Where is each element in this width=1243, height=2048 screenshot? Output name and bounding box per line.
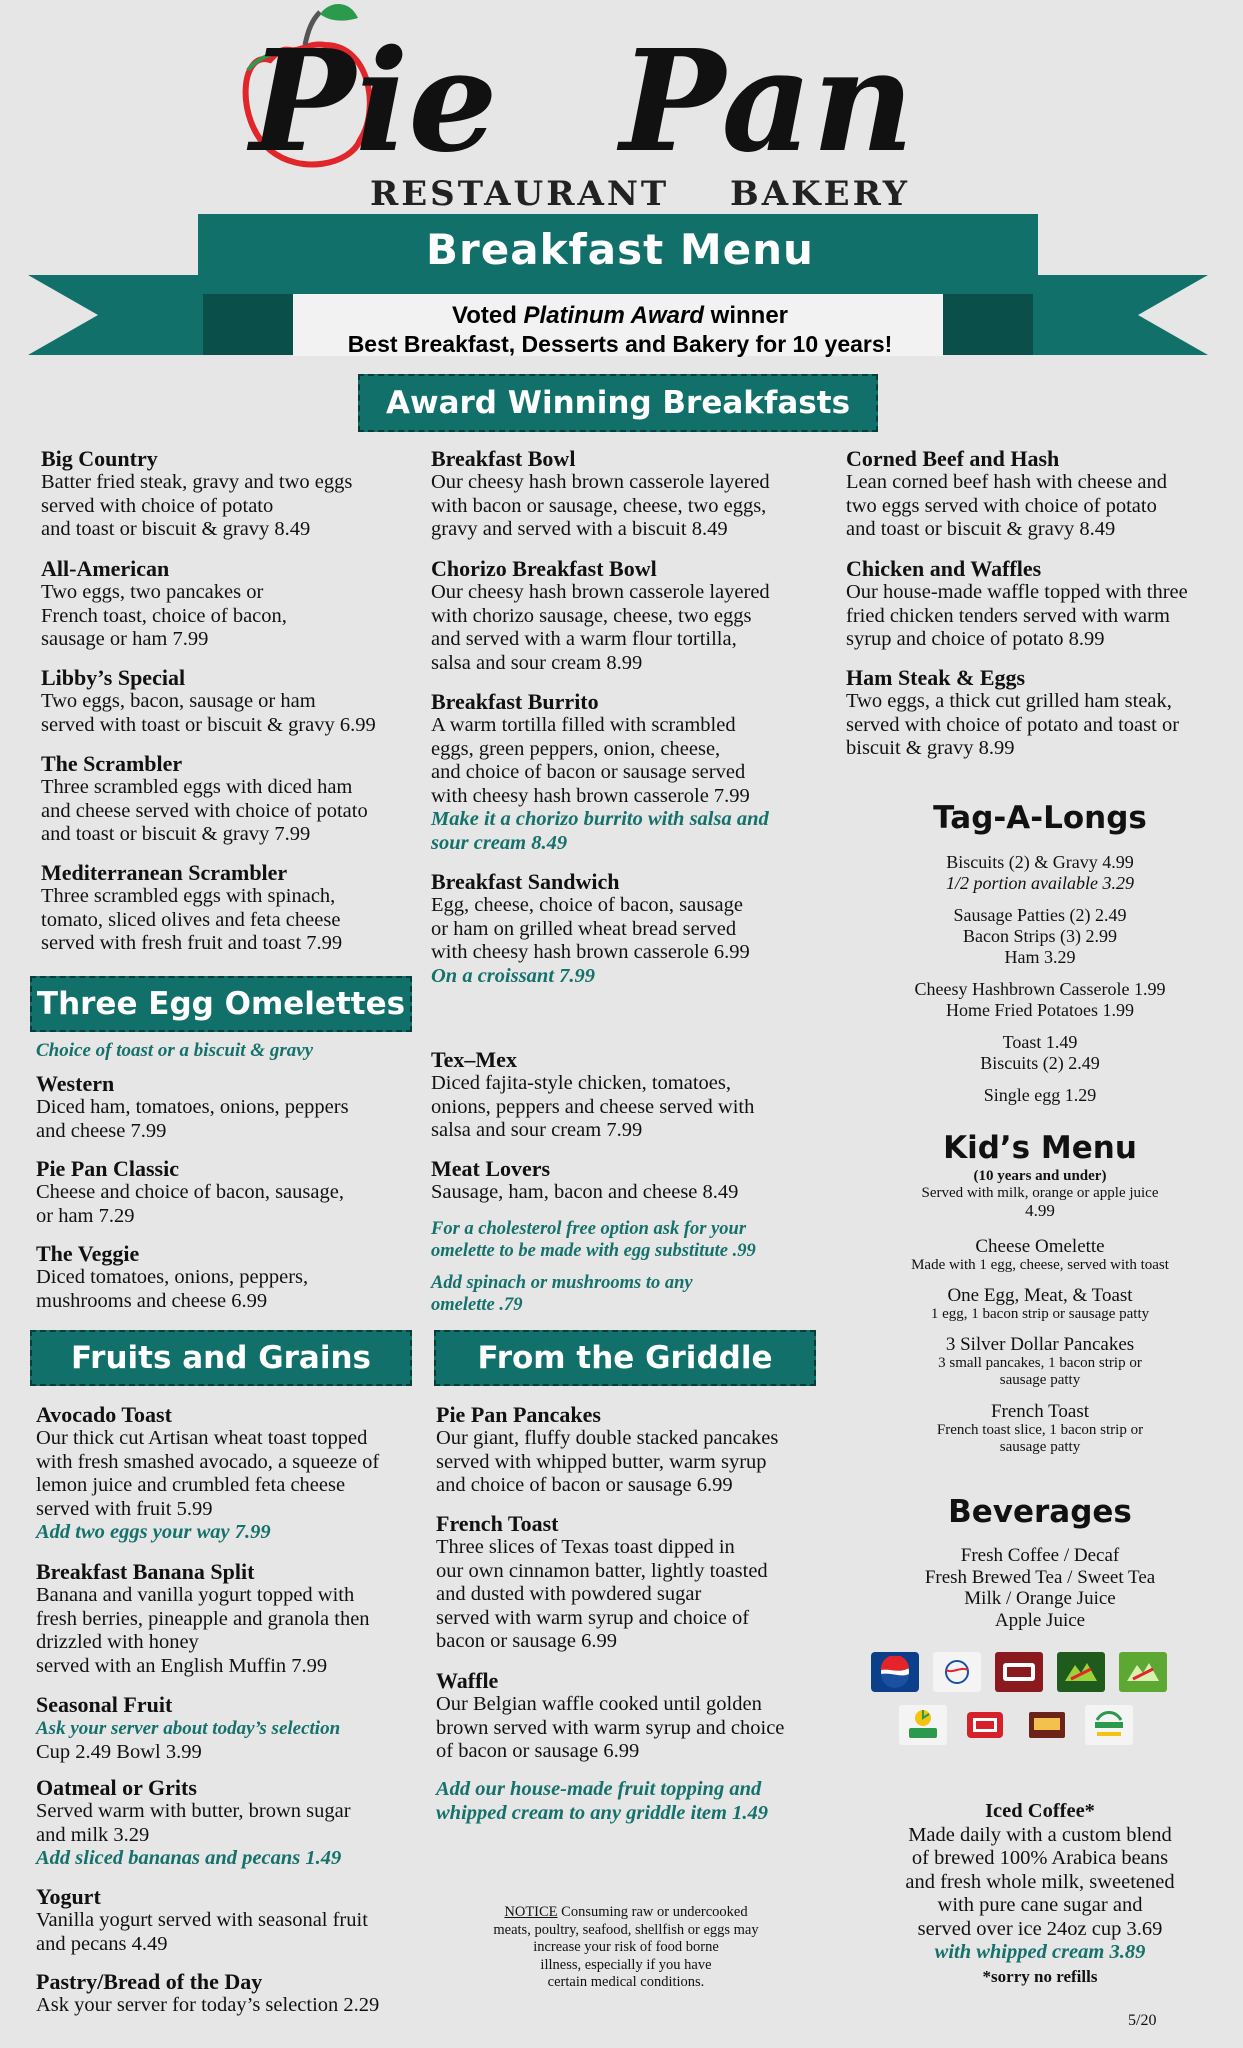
- iced-coffee-block: Iced Coffee* Made daily with a custom blend of brewed 100% Arabica beans and fresh whole milk, sweetened with pure cane sugar and served over ice 24oz cup 3.69 with whipped cream 3.89 *sorry no refills: [905, 1800, 1175, 1986]
- soda-logos-row-2: [899, 1705, 1133, 1745]
- menu-item-pie-pan-classic: Pie Pan Classic Cheese and choice of bacon, sausage, or ham 7.29: [36, 1156, 344, 1227]
- kids-item-one-egg-meat-toast: One Egg, Meat, & Toast 1 egg, 1 bacon strip or sausage patty: [930, 1285, 1150, 1322]
- menu-item-breakfast-sandwich: Breakfast Sandwich Egg, cheese, choice of bacon, sausage or ham on grilled wheat bread served with cheesy hash brown casserole 6.99 On a croissant 7.99: [431, 869, 750, 987]
- menu-item-meat-lovers: Meat Lovers Sausage, ham, bacon and cheese 8.49: [431, 1156, 739, 1203]
- menu-date: 5/20: [1128, 2012, 1157, 2029]
- menu-item-french-toast: French Toast Three slices of Texas toast dipped in our own cinnamon batter, lightly toasted and dusted with powdered sugar served with warm syrup and choice of bacon or sausage 6.99: [436, 1511, 768, 1652]
- kids-item-french-toast: French Toast French toast slice, 1 bacon strip or sausage patty: [936, 1401, 1144, 1455]
- tag-a-longs-list: Biscuits (2) & Gravy 4.99 1/2 portion available 3.29 Sausage Patties (2) 2.49 Bacon Strips (3) 2.99 Ham 3.29 Cheesy Hashbrown Casserole 1.99 Home Fried Potatoes 1.99 Toast 1.49 Biscuits (2) 2.49 Single egg 1.29: [914, 852, 1166, 1105]
- menu-item-breakfast-bowl: Breakfast Bowl Our cheesy hash brown casserole layered with bacon or sausage, cheese, two eggs, gravy and served with a biscuit 8.49: [431, 446, 770, 540]
- diet-pepsi-logo-icon: [933, 1652, 981, 1692]
- pie-pan-logo: [230, 0, 1110, 215]
- menu-item-waffle: Waffle Our Belgian waffle cooked until golden brown served with warm syrup and choice of bacon or sausage 6.99: [436, 1668, 785, 1762]
- kids-item-silver-dollar-pancakes: 3 Silver Dollar Pancakes 3 small pancakes, 1 bacon strip or sausage patty: [938, 1334, 1142, 1388]
- section-three-egg-omelettes: Three Egg Omelettes: [30, 976, 412, 1032]
- section-from-the-griddle: From the Griddle: [434, 1330, 816, 1386]
- tag-a-longs-title: Tag-A-Longs: [933, 800, 1147, 836]
- menu-item-seasonal-fruit: Seasonal Fruit Ask your server about today’s selection Cup 2.49 Bowl 3.99: [36, 1692, 341, 1763]
- menu-item-breakfast-burrito: Breakfast Burrito A warm tortilla filled with scrambled eggs, green peppers, onion, cheese, and choice of bacon or sausage served with cheesy hash brown casserole 7.99 Make it a chorizo burrito with salsa and sour cream 8.49: [431, 689, 769, 854]
- svg-text:Pan: Pan: [620, 20, 915, 184]
- menu-item-yogurt: Yogurt Vanilla yogurt served with seasonal fruit and pecans 4.49: [36, 1884, 368, 1955]
- beverages-list: Fresh Coffee / Decaf Fresh Brewed Tea / Sweet Tea Milk / Orange Juice Apple Juice: [924, 1545, 1156, 1631]
- menu-item-chicken-and-waffles: Chicken and Waffles Our house-made waffle topped with three fried chicken tenders served with warm syrup and choice of potato 8.99: [846, 556, 1188, 650]
- menu-item-avocado-toast: Avocado Toast Our thick cut Artisan wheat toast topped with fresh smashed avocado, a squeeze of lemon juice and crumbled feta cheese served with fruit 5.99 Add two eggs your way 7.99: [36, 1402, 380, 1543]
- diet-mountain-dew-logo-icon: [1119, 1652, 1167, 1692]
- banner-title: Breakfast Menu: [426, 225, 814, 274]
- mountain-dew-logo-icon: [1057, 1652, 1105, 1692]
- award-line-1: Voted Platinum Award winner: [451, 302, 789, 329]
- award-line-2: Best Breakfast, Desserts and Bakery for 10 years!: [347, 331, 893, 357]
- svg-text:Restaurant: Restaurant: [370, 174, 670, 214]
- dr-pepper-logo-icon: [995, 1652, 1043, 1692]
- soda-logos-row-1: [871, 1652, 1167, 1692]
- omelette-note: Choice of toast or a biscuit & gravy: [36, 1040, 314, 1061]
- menu-item-breakfast-banana-split: Breakfast Banana Split Banana and vanilla yogurt topped with fresh berries, pineapple and granola then drizzled with honey served with an English Muffin 7.99: [36, 1559, 370, 1677]
- menu-item-libbys-special: Libby’s Special Two eggs, bacon, sausage or ham served with toast or biscuit & gravy 6.99: [41, 665, 376, 736]
- menu-item-ham-steak-eggs: Ham Steak & Eggs Two eggs, a thick cut grilled ham steak, served with choice of potato and toast or biscuit & gravy 8.99: [846, 665, 1180, 759]
- menu-item-big-country: Big Country Batter fried steak, gravy and two eggs served with choice of potato and toast or biscuit & gravy 8.49: [41, 446, 353, 540]
- section-fruits-and-grains: Fruits and Grains: [30, 1330, 412, 1386]
- egg-substitute-note: For a cholesterol free option ask for your omelette to be made with egg substitute .99: [431, 1219, 756, 1261]
- menu-item-the-scrambler: The Scrambler Three scrambled eggs with diced ham and cheese served with choice of potato and toast or biscuit & gravy 7.99: [41, 751, 368, 845]
- menu-item-oatmeal-or-grits: Oatmeal or Grits Served warm with butter, brown sugar and milk 3.29 Add sliced bananas and pecans 1.49: [36, 1775, 351, 1869]
- beverages-title: Beverages: [948, 1494, 1132, 1530]
- kids-menu-info: (10 years and under) Served with milk, orange or apple juice 4.99: [921, 1168, 1159, 1220]
- menu-item-western: Western Diced ham, tomatoes, onions, peppers and cheese 7.99: [36, 1071, 349, 1142]
- menu-item-chorizo-breakfast-bowl: Chorizo Breakfast Bowl Our cheesy hash brown casserole layered with chorizo sausage, cheese, two eggs and served with a warm flour tortilla, salsa and sour cream 8.99: [431, 556, 770, 674]
- kids-item-cheese-omelette: Cheese Omelette Made with 1 egg, cheese, served with toast: [911, 1236, 1169, 1273]
- tropicana-lemonade-logo-icon: [1085, 1705, 1133, 1745]
- menu-item-mediterranean-scrambler: Mediterranean Scrambler Three scrambled eggs with spinach, tomato, sliced olives and feta cheese served with fresh fruit and toast 7.99: [41, 860, 343, 954]
- griddle-note: Add our house-made fruit topping and whipped cream to any griddle item 1.49: [436, 1778, 768, 1824]
- menu-item-the-veggie: The Veggie Diced tomatoes, onions, peppers, mushrooms and cheese 6.99: [36, 1241, 309, 1312]
- big-red-logo-icon: [961, 1705, 1009, 1745]
- menu-item-pastry-bread: Pastry/Bread of the Day Ask your server for today’s selection 2.29: [36, 1969, 380, 2016]
- svg-text:Pie: Pie: [250, 20, 498, 184]
- food-safety-notice: NOTICE Consuming raw or undercooked meats, poultry, seafood, shellfish or eggs may increase your risk of food borne illness, especially if you have certain medical conditions.: [493, 1904, 759, 1990]
- sierra-mist-logo-icon: [899, 1705, 947, 1745]
- section-award-winning: Award Winning Breakfasts: [358, 374, 878, 432]
- kids-menu-title: Kid’s Menu: [943, 1130, 1137, 1166]
- menu-item-corned-beef-hash: Corned Beef and Hash Lean corned beef hash with cheese and two eggs served with choice of potato and toast or biscuit & gravy 8.49: [846, 446, 1168, 540]
- menu-item-pie-pan-pancakes: Pie Pan Pancakes Our giant, fluffy double stacked pancakes served with whipped butter, warm syrup and choice of bacon or sausage 6.99: [436, 1402, 779, 1496]
- svg-text:Bakery: Bakery: [730, 174, 911, 214]
- mug-root-beer-logo-icon: [1023, 1705, 1071, 1745]
- menu-item-tex-mex: Tex–Mex Diced fajita-style chicken, tomatoes, onions, peppers and cheese served with salsa and sour cream 7.99: [431, 1047, 755, 1141]
- menu-item-all-american: All-American Two eggs, two pancakes or French toast, choice of bacon, sausage or ham 7.99: [41, 556, 287, 650]
- pepsi-logo-icon: [871, 1652, 919, 1692]
- add-spinach-note: Add spinach or mushrooms to any omelette .79: [431, 1273, 693, 1315]
